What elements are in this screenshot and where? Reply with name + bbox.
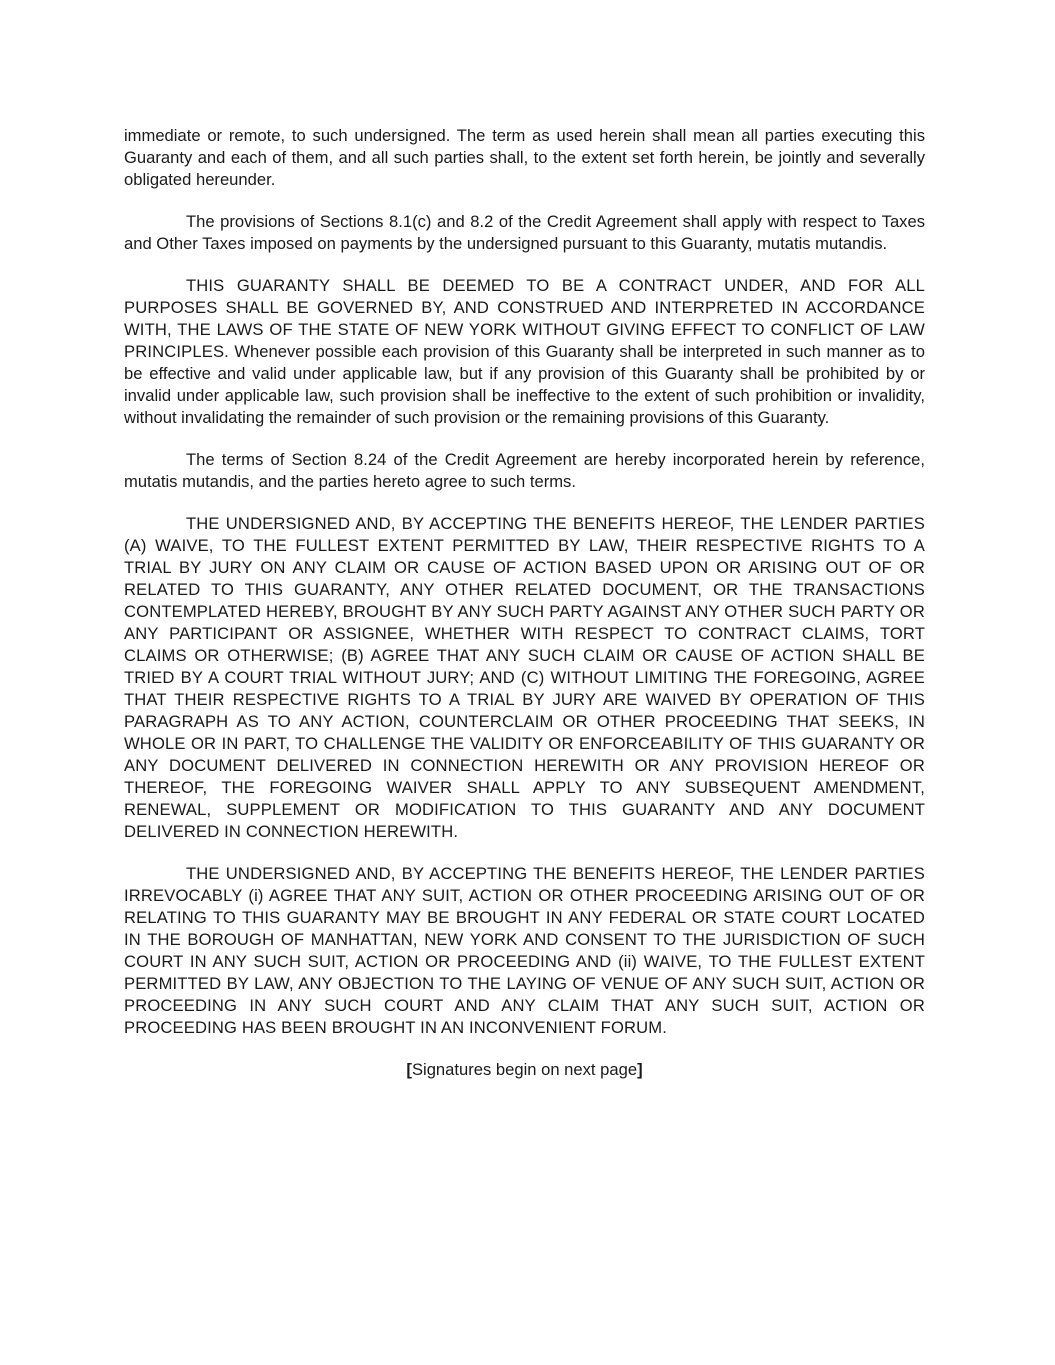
signature-note-close-bracket: ] bbox=[637, 1060, 643, 1079]
governing-law-rest: Whenever possible each provision of this Guaranty shall be interpreted in such manner as to be effective and valid under applicable law, but if any provision of this Guaranty shall be prohibited by or invalid under applicable law, such provision shall be ineffective to the extent of such prohibition or invalidity, without invalidating the remainder of such provision or the remaining provisions of this Guaranty. bbox=[124, 342, 925, 427]
paragraph-jurisdiction: THE UNDERSIGNED AND, BY ACCEPTING THE BENEFITS HEREOF, THE LENDER PARTIES IRREVOCABLY (i) AGREE THAT ANY SUIT, ACTION OR OTHER PROCEEDING ARISING OUT OF OR RELATING TO THIS GUARANTY MAY BE BROUGHT IN ANY FEDERAL OR STATE COURT LOCATED IN THE BOROUGH OF MANHATTAN, NEW YORK AND CONSENT TO THE JURISDICTION OF SUCH COURT IN ANY SUCH SUIT, ACTION OR PROCEEDING AND (ii) WAIVE, TO THE FULLEST EXTENT PERMITTED BY LAW, ANY OBJECTION TO THE LAYING OF VENUE OF ANY SUCH SUIT, ACTION OR PROCEEDING IN ANY SUCH COURT AND ANY CLAIM THAT ANY SUCH SUIT, ACTION OR PROCEEDING HAS BEEN BROUGHT IN AN INCONVENIENT FORUM. bbox=[124, 864, 925, 1037]
paragraph-obligation: immediate or remote, to such undersigned. The term as used herein shall mean all parties executing this Guaranty and each of them, and all such parties shall, to the extent set forth herein, be jointly and severally obligated hereunder. bbox=[124, 126, 925, 189]
paragraph-incorporation: The terms of Section 8.24 of the Credit Agreement are hereby incorporated herein by reference, mutatis mutandis, and the parties hereto agree to such terms. bbox=[124, 450, 925, 491]
signature-note-text: Signatures begin on next page bbox=[411, 1060, 638, 1079]
governing-law-caps: THIS GUARANTY SHALL BE DEEMED TO BE A CONTRACT UNDER, AND FOR ALL PURPOSES SHALL BE GOVERNED BY, AND CONSTRUED AND INTERPRETED IN ACCORDANCE WITH, THE LAWS OF THE STATE OF NEW YORK WITHOUT GIVING EFFECT TO CONFLICT OF LAW PRINCIPLES. bbox=[124, 276, 925, 361]
paragraph-governing-law bbox=[124, 275, 925, 429]
paragraph-jury-waiver: THE UNDERSIGNED AND, BY ACCEPTING THE BENEFITS HEREOF, THE LENDER PARTIES (A) WAIVE, TO THE FULLEST EXTENT PERMITTED BY LAW, THEIR RESPECTIVE RIGHTS TO A TRIAL BY JURY ON ANY CLAIM OR CAUSE OF ACTION BASED UPON OR ARISING OUT OF OR RELATED TO THIS GUARANTY, ANY OTHER RELATED DOCUMENT, OR THE TRANSACTIONS CONTEMPLATED HEREBY, BROUGHT BY ANY SUCH PARTY AGAINST ANY OTHER SUCH PARTY OR ANY PARTICIPANT OR ASSIGNEE, WHETHER WITH RESPECT TO CONTRACT CLAIMS, TORT CLAIMS OR OTHERWISE; (B) AGREE THAT ANY SUCH CLAIM OR CAUSE OF ACTION SHALL BE TRIED BY A COURT TRIAL WITHOUT JURY; AND (C) WITHOUT LIMITING THE FOREGOING, AGREE THAT THEIR RESPECTIVE RIGHTS TO A TRIAL BY JURY ARE WAIVED BY OPERATION OF THIS PARAGRAPH AS TO ANY ACTION, COUNTERCLAIM OR OTHER PROCEEDING THAT SEEKS, IN WHOLE OR IN PART, TO CHALLENGE THE VALIDITY OR ENFORCEABILITY OF THIS GUARANTY OR ANY DOCUMENT DELIVERED IN CONNECTION HEREWITH OR ANY PROVISION HEREOF OR THEREOF, THE FOREGOING WAIVER SHALL APPLY TO ANY SUBSEQUENT AMENDMENT, RENEWAL, SUPPLEMENT OR MODIFICATION TO THIS GUARANTY AND ANY DOCUMENT DELIVERED IN CONNECTION HEREWITH. bbox=[124, 514, 925, 841]
paragraph-taxes: The provisions of Sections 8.1(c) and 8.2 of the Credit Agreement shall apply with respect to Taxes and Other Taxes imposed on payments by the undersigned pursuant to this Guaranty, mutatis mutandis. bbox=[124, 212, 925, 253]
signature-note bbox=[124, 1059, 925, 1081]
document-page bbox=[124, 125, 925, 1101]
signature-note-open-bracket: [ bbox=[406, 1060, 412, 1079]
